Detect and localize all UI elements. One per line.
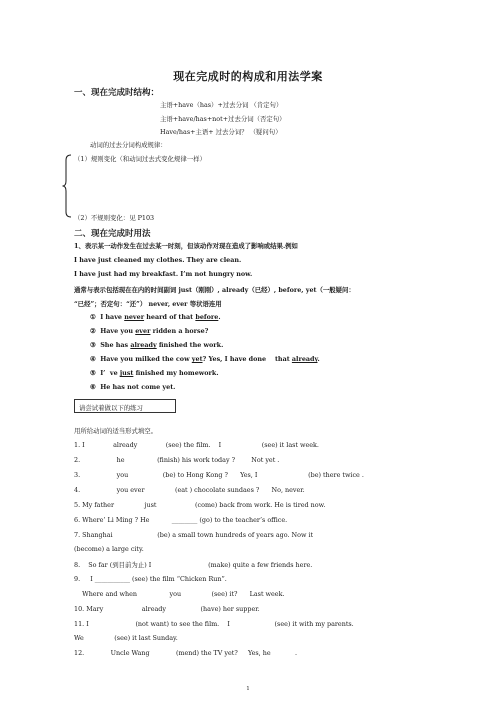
page-title: 现在完成时的构成和用法学案: [173, 70, 323, 83]
practice-prompt-box: [74, 399, 176, 413]
exercise-item: 10. Mary already (have) her supper.: [74, 605, 260, 613]
exercise-item: (become) a large city.: [74, 545, 144, 553]
exercise-item: 7. Shanghai (be) a small town hundreds of years ago. Now it: [74, 531, 314, 539]
numbered-example: ⑥ He has not come yet.: [90, 383, 176, 391]
structure-question: Have/has+主语+ 过去分词？ （疑问句）: [160, 128, 282, 136]
exercise-item: 5. My father just (come) back from work. He is tired now.: [74, 501, 326, 509]
exercise-item: 8. So far (到目前为止) I (make) quite a few friends here.: [74, 561, 313, 569]
exercise-item: 9. I ___________ (see) the film “Chicken Run”.: [74, 575, 227, 583]
adverb-note-line2: “已经”；否定句：“还”） never, ever 等状语连用: [74, 300, 222, 308]
exercise-item: 1. I already (see) the film. I (see) it last week.: [74, 441, 319, 449]
exercise-item: 4. you ever (eat ) chocolate sundaes ? No, never.: [74, 486, 305, 494]
adverb-note-line1: 通常与表示包括现在在内的时间副词 just（刚刚）, already（已经）, before, yet（一般疑问：: [74, 286, 355, 294]
numbered-example: ④ Have you milked the cow yet? Yes, I have done that already.: [90, 355, 320, 363]
exercise-item: 11. I (not want) to see the film. I (see) it with my parents.: [74, 620, 354, 628]
example-1: I have just cleaned my clothes. They are clean.: [74, 256, 242, 264]
page-number: 1: [246, 686, 250, 692]
irregular-change: （2）不规则变化：见 P103: [74, 214, 155, 222]
structure-affirmative: 主语+have（has）+过去分词 （肯定句）: [160, 101, 283, 109]
exercise-item: We (see) it last Sunday.: [74, 634, 178, 642]
structure-negative: 主语+have/has+not+过去分词（否定句）: [160, 115, 286, 123]
exercise-item: 3. you (be) to Hong Kong ? Yes, I (be) there twice .: [74, 471, 364, 479]
numbered-example: ② Have you ever ridden a horse?: [90, 327, 209, 335]
exercise-item: Where and when you (see) it? Last week.: [74, 590, 285, 598]
exercise-instruction: 用所给动词的适当形式填空。: [74, 427, 158, 435]
past-participle-rule: 动词的过去分词构成规律：: [90, 141, 167, 149]
usage-1: 1、表示某一动作发生在过去某一时刻，但该动作对现在造成了影响或结果.例如: [74, 242, 298, 250]
curly-brace-icon: [62, 154, 72, 218]
numbered-example: ① I have never heard of that before.: [90, 313, 221, 321]
exercise-item: 2. he (finish) his work today ? Not yet .: [74, 456, 280, 464]
example-2: I have just had my breakfast. I’m not hungry now.: [74, 270, 253, 278]
numbered-example: ⑤ I’ ve just finished my homework.: [90, 369, 219, 377]
practice-prompt-text: 请尝试着做以下的练习: [79, 404, 143, 412]
regular-change: （1）规则变化（和动词过去式变化规律一样）: [74, 155, 206, 163]
numbered-example: ③ She has already finished the work.: [90, 341, 224, 349]
section2-heading: 二、现在完成时用法: [74, 229, 151, 239]
exercise-item: 12. Uncle Wang (mend) the TV yet? Yes, he .: [74, 649, 298, 657]
exercise-item: 6. Where’ Li Ming ? He ________ (go) to the teacher’s office.: [74, 516, 288, 524]
section1-heading: 一、现在完成时结构：: [74, 88, 160, 98]
